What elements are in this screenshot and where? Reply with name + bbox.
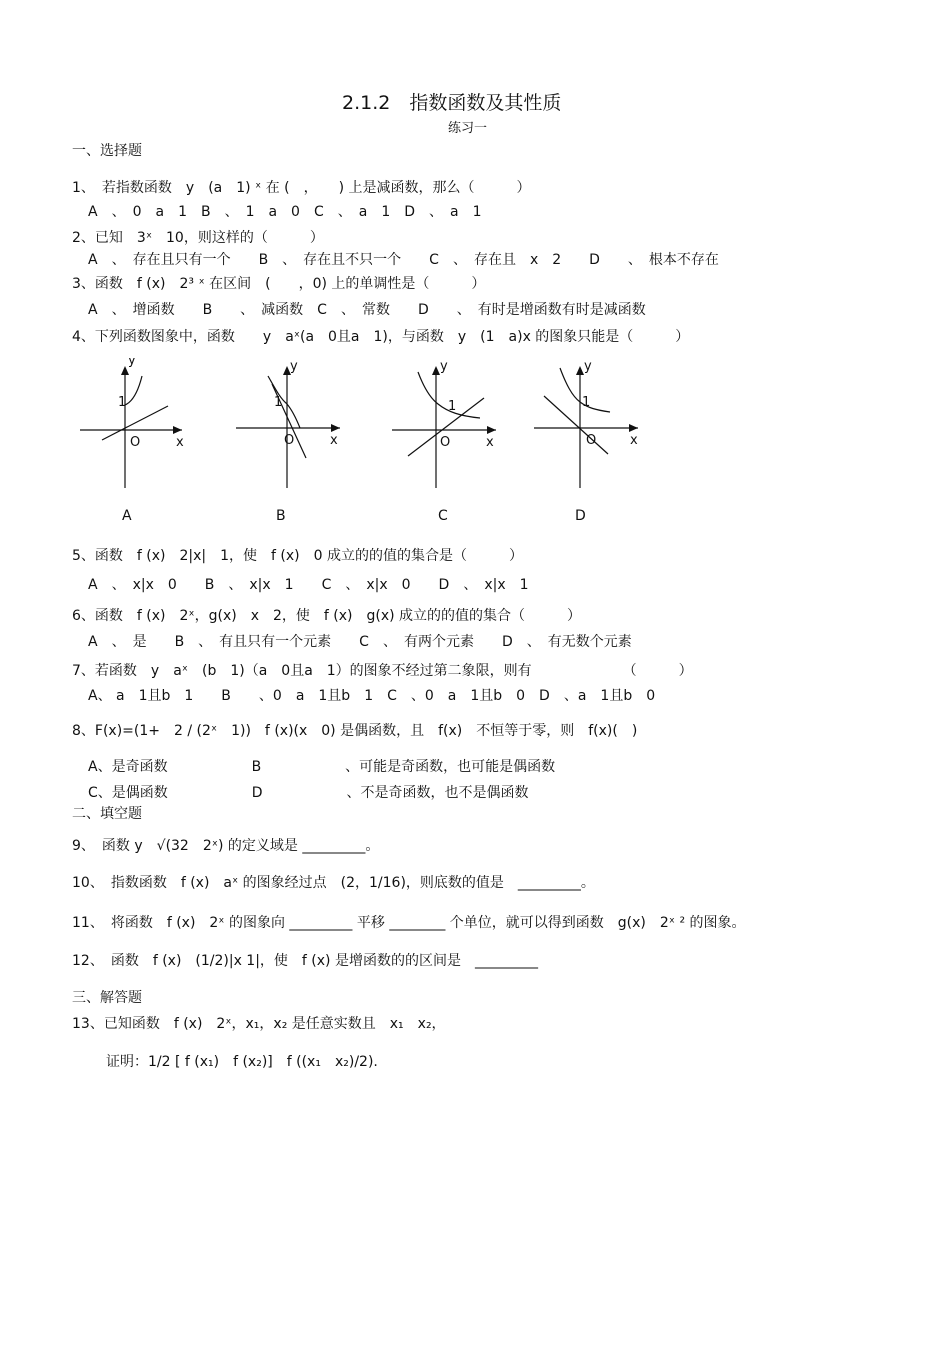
graph-d-tick: 1 [582, 395, 591, 410]
q6-text: 6、函数 f (x) 2ˣ，g(x) x 2，使 f (x) g(x) 成立的的值的集合（ ） [72, 608, 582, 624]
q3-text: 3、函数 f (x) 2³ ˣ 在区间 ( ，0) 上的单调性是（ ） [72, 276, 486, 292]
graph-a-tick: 1 [118, 395, 127, 410]
q12-text: 12、 函数 f (x) (1/2)|x 1|，使 f (x) 是增函数的的区间是 _________ [72, 953, 538, 969]
graph-c-label: C [438, 508, 448, 524]
graph-d-x-label: x [630, 433, 638, 448]
q5-options: A 、 x|x 0 B 、 x|x 1 C 、 x|x 0 D 、 x|x 1 [88, 577, 529, 593]
graph-b-tick: 1 [274, 395, 283, 410]
page-title: 2.1.2 指数函数及其性质 [342, 92, 562, 114]
graph-c-origin: O [440, 435, 451, 450]
q6-options: A 、 是 B 、 有且只有一个元素 C 、 有两个元素 D 、 有无数个元素 [88, 634, 632, 650]
q10-text: 10、 指数函数 f (x) aˣ 的图象经过点 (2，1/16)，则底数的值是 _________。 [72, 875, 595, 891]
graph-c-x-label: x [486, 435, 494, 450]
section-fill: 二、填空题 [72, 806, 142, 822]
q8-text: 8、F(x)=(1+ 2 / (2ˣ 1)) f (x)(x 0) 是偶函数，且 f(x) 不恒等于零，则 f(x)( ) [72, 723, 638, 739]
graph-a-y-label: y [128, 358, 136, 368]
graph-a-x-label: x [176, 435, 184, 450]
page-subtitle: 练习一 [448, 121, 488, 136]
q13-proof: 证明：1/2 [ f (x₁) f (x₂)] f ((x₁ x₂)/2). [106, 1054, 378, 1070]
q8-options-ab: A、是奇函数 B 、可能是奇函数，也可能是偶函数 [88, 759, 556, 775]
section-answer: 三、解答题 [72, 990, 142, 1006]
q7-text: 7、若函数 y aˣ (b 1)（a 0且a 1）的图象不经过第二象限，则有 （ ） [72, 663, 693, 679]
graph-d-origin: O [586, 433, 597, 448]
graph-d-label: D [575, 508, 586, 524]
graph-b-y-label: y [290, 359, 298, 374]
graph-a [72, 358, 192, 493]
graph-c [388, 358, 508, 493]
graph-b [232, 358, 352, 493]
q1-text: 1、 若指数函数 y (a 1) ˣ 在 ( ， ) 上是减函数，那么（ ） [72, 180, 531, 196]
q2-text: 2、已知 3ˣ 10，则这样的（ ） [72, 230, 324, 246]
graph-a-label: A [122, 508, 132, 524]
q1-options: A 、 0 a 1 B 、 1 a 0 C 、 a 1 D 、 a 1 [88, 204, 482, 220]
q8-options-cd: C、是偶函数 D 、不是奇函数，也不是偶函数 [88, 785, 529, 801]
q9-text: 9、 函数 y √(32 2ˣ) 的定义域是 _________。 [72, 838, 380, 854]
graph-b-x-label: x [330, 433, 338, 448]
q13-text: 13、已知函数 f (x) 2ˣ，x₁，x₂ 是任意实数且 x₁ x₂， [72, 1016, 446, 1032]
q5-text: 5、函数 f (x) 2|x| 1，使 f (x) 0 成立的的值的集合是（ ） [72, 548, 523, 564]
q3-options: A 、 增函数 B 、 减函数 C 、 常数 D 、 有时是增函数有时是减函数 [88, 302, 646, 318]
q2-options: A 、 存在且只有一个 B 、 存在且不只一个 C 、 存在且 x 2 D 、 根本不存在 [88, 252, 719, 268]
graph-d [530, 358, 650, 493]
q7-options: A、 a 1且b 1 B 、0 a 1且b 1 C 、0 a 1且b 0 D 、a 1且b 0 [88, 688, 656, 704]
graph-b-origin: O [284, 433, 295, 448]
graph-c-tick: 1 [448, 399, 457, 414]
q4-text: 4、下列函数图象中，函数 y aˣ(a 0且a 1)，与函数 y (1 a)x 的图象只能是（ ） [72, 329, 690, 345]
graph-d-y-label: y [584, 359, 592, 374]
graph-c-y-label: y [440, 359, 448, 374]
graph-a-origin: O [130, 435, 141, 450]
section-choice: 一、选择题 [72, 143, 142, 159]
q11-text: 11、 将函数 f (x) 2ˣ 的图象向 _________ 平移 ________ 个单位，就可以得到函数 g(x) 2ˣ ² 的图象。 [72, 915, 746, 931]
graph-b-label: B [276, 508, 286, 524]
